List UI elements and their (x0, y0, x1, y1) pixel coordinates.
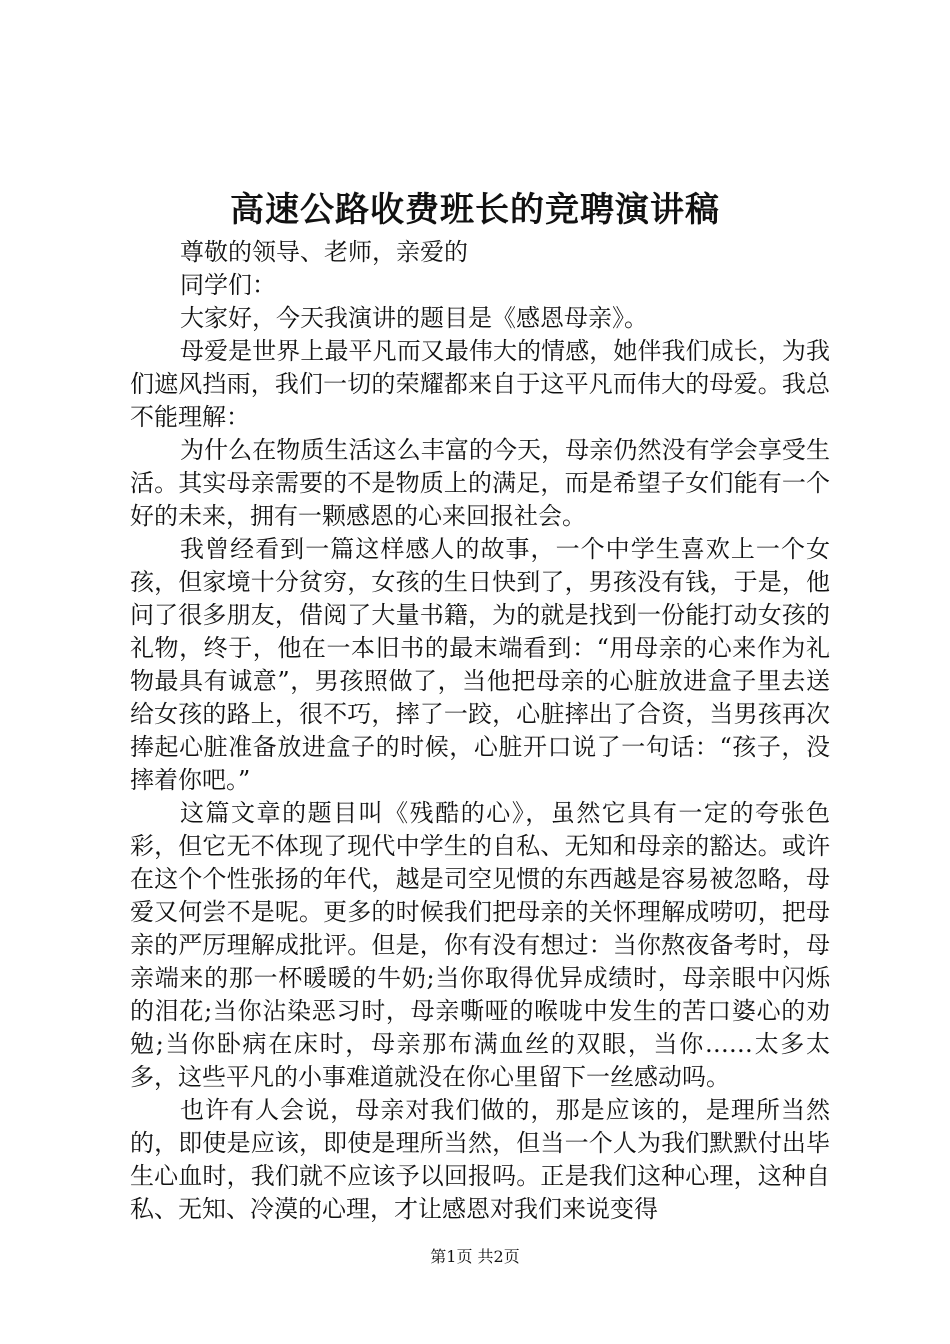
paragraph: 也许有人会说，母亲对我们做的，那是应该的，是理所当然的，即使是应该，即使是理所当然，但当一个人为我们默默付出毕生心血时，我们就不应该予以回报吗。正是我们这种心理，这种自私、无知、冷漠的心理，才让感恩对我们来说变得 (130, 1096, 830, 1223)
paragraph: 为什么在物质生活这么丰富的今天，母亲仍然没有学会享受生活。其实母亲需要的不是物质上的满足，而是希望子女们能有一个好的未来，拥有一颗感恩的心来回报社会。 (130, 436, 830, 530)
document-title: 高速公路收费班长的竞聘演讲稿 (230, 190, 720, 230)
page-footer: 第1页 共2页 (430, 1247, 520, 1266)
paragraph: 这篇文章的题目叫《残酷的心》，虽然它具有一定的夸张色彩，但它无不体现了现代中学生的自私、无知和母亲的豁达。或许在这个个性张扬的年代，越是司空见惯的东西越是容易被忽略，母爱又何尝不是呢。更多的时候我们把母亲的关怀理解成唠叨，把母亲的严厉理解成批评。但是，你有没有想过：当你熬夜备考时，母亲端来的那一杯暖暖的牛奶;当你取得优异成绩时，母亲眼中闪烁的泪花;当你沾染恶习时，母亲嘶哑的喉咙中发生的苦口婆心的劝勉;当你卧病在床时，母亲那布满血丝的双眼，当你……太多太多，这些平凡的小事难道就没在你心里留下一丝感动吗。 (130, 799, 830, 1091)
document-body (130, 236, 830, 1226)
paragraph: 同学们： (180, 271, 276, 299)
paragraph: 我曾经看到一篇这样感人的故事，一个中学生喜欢上一个女孩，但家境十分贫穷，女孩的生日快到了，男孩没有钱，于是，他问了很多朋友，借阅了大量书籍，为的就是找到一份能打动女孩的礼物，终于，他在一本旧书的最末端看到：“用母亲的心来作为礼物最具有诚意”，男孩照做了，当他把母亲的心脏放进盒子里去送给女孩的路上，很不巧，摔了一跤，心脏摔出了合资，当男孩再次捧起心脏准备放进盒子的时候，心脏开口说了一句话：“孩子，没摔着你吧。” (130, 535, 830, 794)
paragraph: 母爱是世界上最平凡而又最伟大的情感，她伴我们成长，为我们遮风挡雨，我们一切的荣耀都来自于这平凡而伟大的母爱。我总不能理解： (130, 337, 830, 431)
paragraph: 大家好，今天我演讲的题目是《感恩母亲》。 (180, 304, 648, 332)
paragraph: 尊敬的领导、老师，亲爱的 (180, 238, 468, 266)
